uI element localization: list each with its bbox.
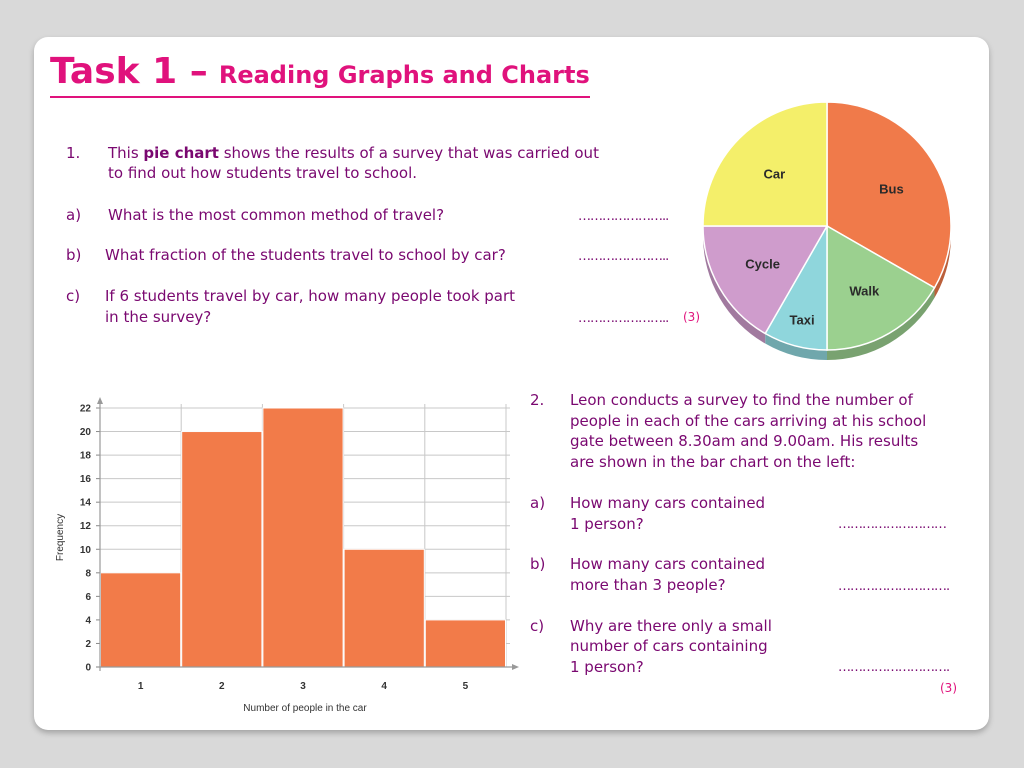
q2b-answer-dots: ………………………. bbox=[838, 579, 950, 594]
bar-x-axis-title: Number of people in the car bbox=[243, 703, 367, 714]
pie-label-walk: Walk bbox=[849, 283, 880, 299]
bar-y-tick-label: 2 bbox=[85, 638, 91, 650]
q1a-answer-dots: ………………….. bbox=[578, 209, 669, 224]
bar-y-tick-label: 16 bbox=[79, 474, 91, 486]
bar-x-tick-label: 3 bbox=[300, 681, 306, 692]
q1-intro-post: shows the results of a survey that was carried out bbox=[218, 144, 599, 162]
q1b-text: What fraction of the students travel to school by car? bbox=[105, 246, 506, 264]
q2c-text-line2: number of cars containing bbox=[570, 637, 768, 655]
bar-y-tick-label: 10 bbox=[79, 544, 91, 556]
bar-y-tick-label: 0 bbox=[85, 662, 91, 674]
q1c-label: c) bbox=[66, 287, 81, 305]
q1c-text-line2: in the survey? bbox=[105, 308, 212, 326]
q2a-answer-dots: ……………………… bbox=[838, 517, 946, 532]
q2-marks: (3) bbox=[940, 681, 957, 695]
q1b-answer-dots: ………………….. bbox=[578, 249, 669, 264]
q2a-text-line2: 1 person? bbox=[570, 515, 644, 533]
q1c-text-line1: If 6 students travel by car, how many people took part bbox=[105, 287, 516, 305]
bar-x-tick-label: 4 bbox=[381, 681, 387, 692]
q1b-label: b) bbox=[66, 246, 82, 264]
pie-label-car: Car bbox=[763, 166, 786, 182]
q1-intro-line2: to find out how students travel to school. bbox=[108, 164, 418, 182]
q2-intro-line1: Leon conducts a survey to find the number of bbox=[570, 391, 913, 409]
q2b-text-line2: more than 3 people? bbox=[570, 576, 726, 594]
q2c-answer-dots: ………………………. bbox=[838, 660, 950, 675]
bar-y-tick-label: 22 bbox=[79, 403, 91, 415]
q1-intro bbox=[108, 143, 599, 164]
pie-label-taxi: Taxi bbox=[789, 312, 815, 328]
q1-marks: (3) bbox=[683, 310, 700, 324]
bar-x-tick-label: 1 bbox=[137, 681, 144, 692]
q2-intro-line2: people in each of the cars arriving at his school bbox=[570, 412, 927, 430]
bar-y-tick-label: 14 bbox=[79, 497, 91, 509]
bar-y-tick-label: 8 bbox=[85, 568, 91, 580]
bar-y-tick-label: 20 bbox=[79, 427, 91, 439]
bar-1 bbox=[101, 573, 181, 667]
q2a-label: a) bbox=[530, 494, 546, 512]
bar-y-axis-arrow bbox=[97, 397, 103, 404]
pie-slice-car bbox=[703, 102, 827, 226]
title-main: Task 1 – bbox=[50, 51, 208, 92]
bar-y-tick-label: 12 bbox=[79, 521, 91, 533]
bar-3 bbox=[263, 408, 343, 667]
bar-5 bbox=[425, 620, 505, 667]
q2c-text-line3: 1 person? bbox=[570, 658, 644, 676]
q1a-label: a) bbox=[66, 206, 82, 224]
q1c-answer-dots: ………………….. bbox=[578, 311, 669, 326]
bar-2 bbox=[182, 432, 262, 667]
q2-intro-line4: are shown in the bar chart on the left: bbox=[570, 453, 856, 471]
bar-x-axis-arrow bbox=[512, 664, 519, 670]
title-sub: Reading Graphs and Charts bbox=[218, 61, 590, 89]
q2b-label: b) bbox=[530, 555, 546, 573]
bar-y-axis-title: Frequency bbox=[55, 513, 66, 562]
q2-number: 2. bbox=[530, 391, 545, 409]
bar-y-tick-label: 4 bbox=[85, 615, 91, 627]
bar-4 bbox=[344, 549, 424, 667]
q2c-label: c) bbox=[530, 617, 545, 635]
bar-y-tick-label: 18 bbox=[79, 450, 91, 462]
bar-chart bbox=[40, 395, 530, 720]
q2a-text-line1: How many cars contained bbox=[570, 494, 766, 512]
q1-intro-bold: pie chart bbox=[143, 144, 219, 162]
bar-x-tick-label: 5 bbox=[462, 681, 469, 692]
pie-label-cycle: Cycle bbox=[745, 256, 780, 272]
page-title bbox=[50, 52, 590, 98]
q2b-text-line1: How many cars contained bbox=[570, 555, 766, 573]
q1-number: 1. bbox=[66, 144, 81, 162]
q2-intro-line3: gate between 8.30am and 9.00am. His results bbox=[570, 432, 919, 450]
q2c-text-line1: Why are there only a small bbox=[570, 617, 772, 635]
pie-chart bbox=[690, 95, 965, 375]
bar-y-tick-label: 6 bbox=[85, 591, 91, 603]
q1a-text: What is the most common method of travel? bbox=[108, 206, 445, 224]
pie-label-bus: Bus bbox=[879, 181, 904, 197]
bar-x-tick-label: 2 bbox=[219, 681, 225, 692]
q1-intro-pre: This bbox=[108, 144, 144, 162]
